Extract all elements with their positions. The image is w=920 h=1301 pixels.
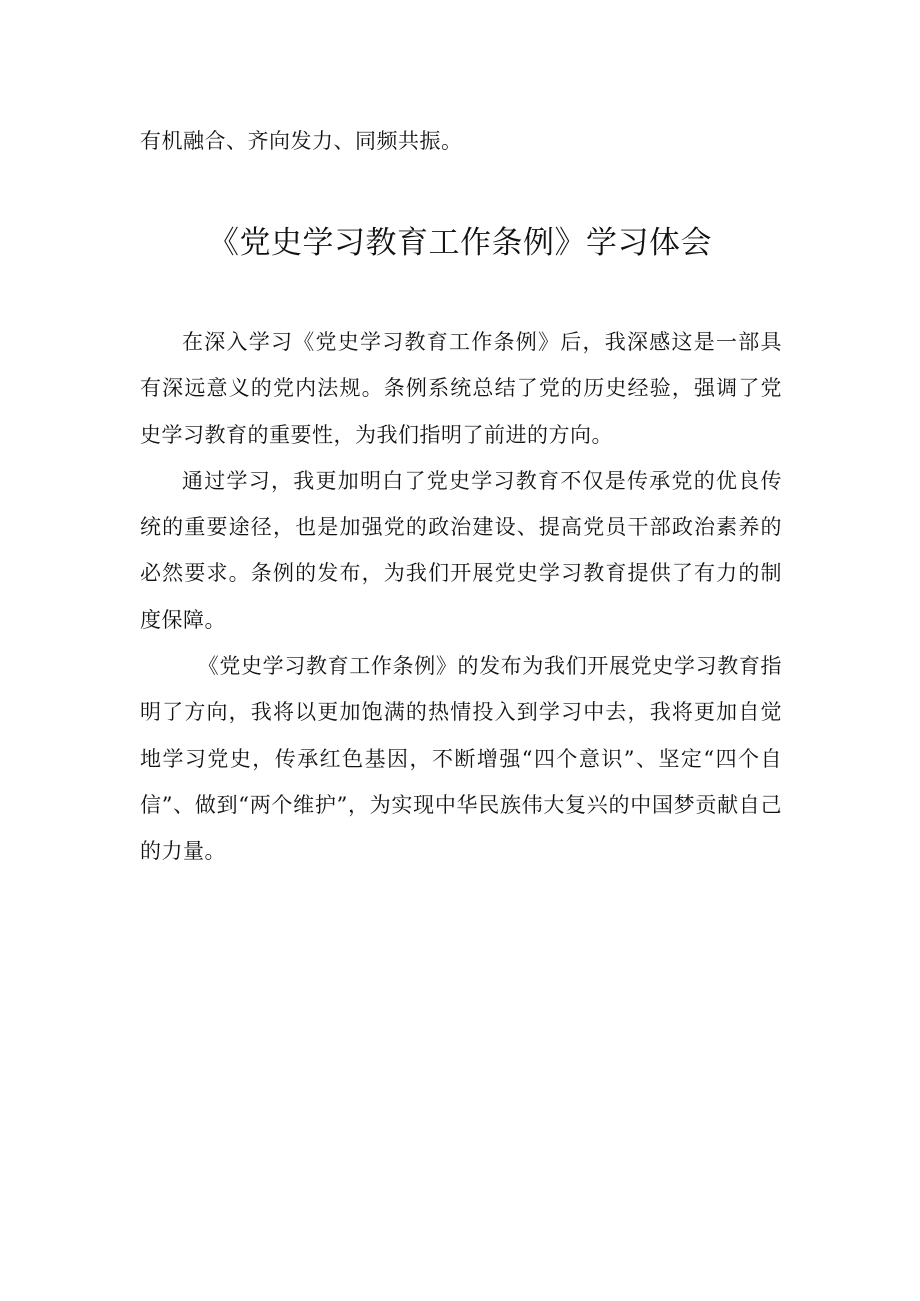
- document-body: [140, 319, 782, 875]
- body-paragraph: 《党史学习教育工作条例》的发布为我们开展党史学习教育指明了方向，我将以更加饱满的热情投入到学习中去，我将更加自觉地学习党史，传承红色基因，不断增强“四个意识”、坚定“四个自信”、做到“两个维护”，为实现中华民族伟大复兴的中国梦贡献自己的力量。: [140, 654, 782, 864]
- document-title: 《党史学习教育工作条例》学习体会: [208, 225, 712, 261]
- body-paragraph: 在深入学习《党史学习教育工作条例》后，我深感这是一部具有深远意义的党内法规。条例系统总结了党的历史经验，强调了党史学习教育的重要性，为我们指明了前进的方向。: [140, 330, 782, 447]
- carry-over-text: 有机融合、齐向发力、同频共振。: [140, 129, 463, 153]
- body-paragraph: 通过学习，我更加明白了党史学习教育不仅是传承党的优良传统的重要途径，也是加强党的政治建设、提高党员干部政治素养的必然要求。条例的发布，为我们开展党史学习教育提供了有力的制度保障。: [140, 468, 782, 632]
